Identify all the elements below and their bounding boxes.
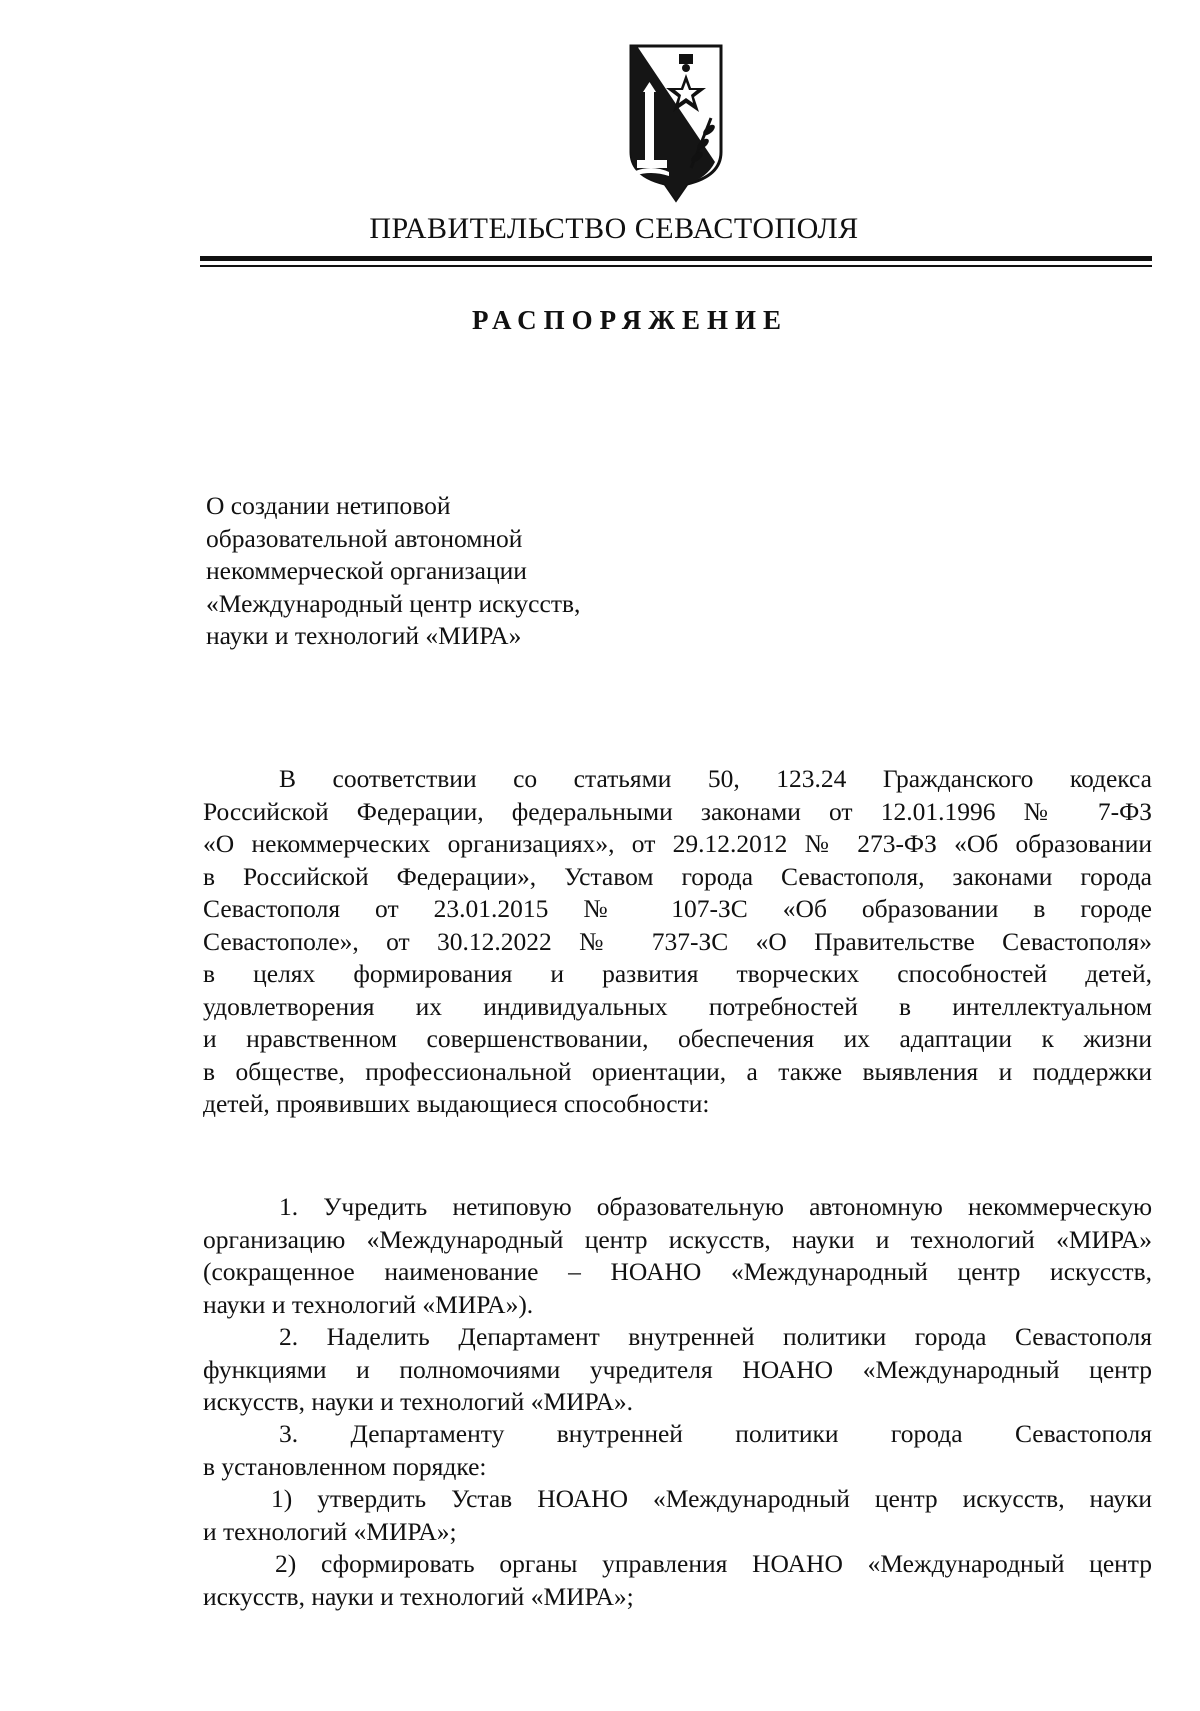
preamble-line: в целях формирования и развития творческих способностей детей,: [203, 959, 1152, 988]
item-line: 3. Департаменту внутренней политики города Севастополя: [279, 1419, 1152, 1448]
item-3-2: [203, 1548, 1152, 1613]
preamble-line: удовлетворения их индивидуальных потребностей в интеллектуальном: [203, 991, 1152, 1021]
subject-line: О создании нетиповой: [206, 491, 451, 520]
document-type: РАСПОРЯЖЕНИЕ: [471, 305, 789, 335]
document-subject: [206, 490, 726, 653]
preamble-line: в обществе, профессиональной ориентации, а также выявления и поддержки: [203, 1056, 1152, 1086]
item-2: [203, 1321, 1152, 1419]
subject-line: науки и технологий «МИРА»: [206, 621, 522, 650]
preamble-line: Российской Федерации, федеральными законами от 12.01.1996 № 7-ФЗ: [203, 796, 1152, 826]
item-line: в установленном порядке:: [203, 1451, 487, 1481]
subject-line: образовательной автономной: [206, 523, 523, 553]
item-3-1: [203, 1483, 1152, 1548]
preamble-line: «О некоммерческих организациях», от 29.12.2012 № 273-ФЗ «Об образовании: [203, 829, 1152, 858]
item-line: и технологий «МИРА»;: [203, 1516, 457, 1546]
preamble-line: Севастополя от 23.01.2015 № 107-ЗС «Об образовании в городе: [203, 894, 1152, 923]
preamble-line: Севастополе», от 30.12.2022 № 737-ЗС «О Правительстве Севастополя»: [203, 926, 1152, 956]
item-line: (сокращенное наименование – НОАНО «Международный центр искусств,: [203, 1257, 1152, 1286]
item-line: 1. Учредить нетиповую образовательную автономную некоммерческую: [279, 1192, 1152, 1221]
organization-title: ПРАВИТЕЛЬСТВО СЕВАСТОПОЛЯ: [369, 212, 859, 245]
preamble-line: детей, проявивших выдающиеся способности:: [203, 1089, 710, 1118]
item-line: 2) сформировать органы управления НОАНО «Международный центр: [275, 1549, 1152, 1578]
header-rule-thin: [200, 265, 1152, 267]
item-line: функциями и полномочиями учредителя НОАНО «Международный центр: [203, 1354, 1152, 1384]
subject-line: «Международный центр искусств,: [206, 588, 581, 618]
item-1: [203, 1191, 1152, 1321]
subject-line: некоммерческой организации: [206, 556, 527, 585]
header-rule-thick: [200, 256, 1152, 261]
coat-of-arms-icon: [617, 44, 735, 204]
preamble-line: и нравственном совершенствовании, обеспечения их адаптации к жизни: [203, 1024, 1152, 1053]
item-line: искусств, науки и технологий «МИРА».: [203, 1387, 634, 1416]
preamble-paragraph: [203, 763, 1152, 1121]
item-line: 1) утвердить Устав НОАНО «Международный центр искусств, науки: [271, 1484, 1152, 1513]
preamble-line: в Российской Федерации», Уставом города Севастополя, законами города: [203, 861, 1152, 891]
item-3: [203, 1418, 1152, 1483]
item-line: 2. Наделить Департамент внутренней политики города Севастополя: [279, 1322, 1152, 1351]
item-line: организацию «Международный центр искусств, науки и технологий «МИРА»: [203, 1224, 1152, 1254]
item-line: искусств, науки и технологий «МИРА»;: [203, 1581, 634, 1611]
item-line: науки и технологий «МИРА»).: [203, 1289, 534, 1319]
preamble-line: В соответствии со статьями 50, 123.24 Гражданского кодекса: [279, 764, 1152, 793]
